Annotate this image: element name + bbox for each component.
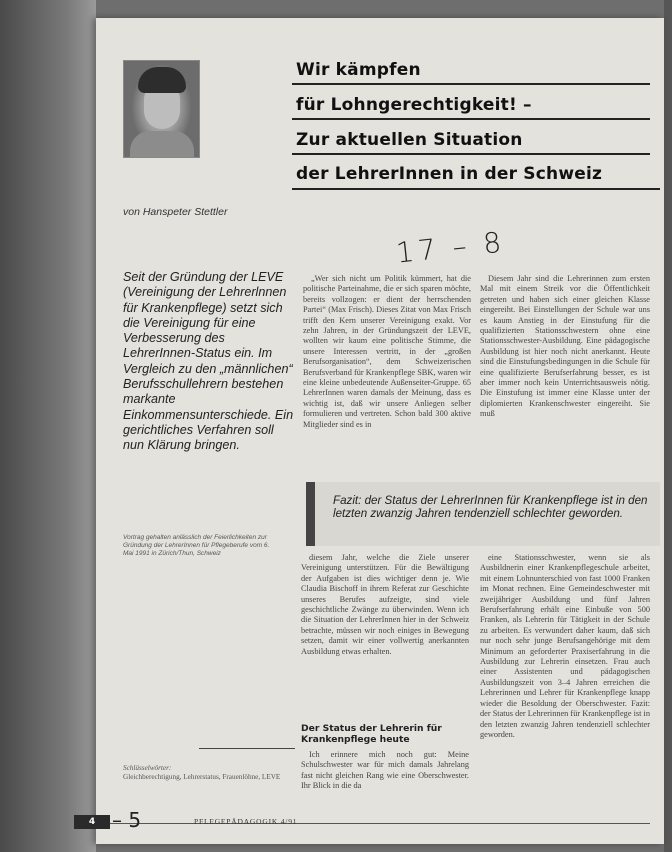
column-1-bottom-text: diesem Jahr, welche die Ziele unserer Vereinigung unterstützen. Für die Bewältigung der Aufgaben ist dies wichtiger denn je. Wie Claudia Bischoff in ihrem Referat zur Geschichte unseres Berufes aufzeigte, sind viele geschichtliche Zwänge zu überwinden. Wenn ich die Situation der LehrerInnen hier in der Schweiz betrachte, müssen wir noch einiges in Bewegung setzen, damit wir einer vollwertig anerkannten Ausbildung etwas erhalten. (301, 553, 469, 656)
column-1-bottom (301, 553, 469, 713)
pull-quote-text: Fazit: der Status der LehrerInnen für Krankenpflege ist in den letzten zwanzig Jahren tendenziell schlechter geworden. (333, 494, 648, 521)
headline-line-1: Wir kämpfen (296, 60, 421, 80)
scan-background-left (0, 0, 96, 852)
headline-rule (292, 118, 650, 120)
column-1-sub (301, 750, 469, 800)
handwritten-page-number: – 5 (112, 808, 142, 832)
headline-rule (292, 153, 650, 155)
handwritten-note: 17 – 8 (394, 225, 507, 270)
portrait-hair (138, 67, 186, 93)
portrait-shirt (130, 131, 194, 157)
footer-magazine-title: PFLEGEPÄDAGOGIK 4/91 (194, 817, 298, 826)
column-2-top-text: Diesem Jahr sind die Lehrerinnen zum ersten Mal mit einem Streik vor die Öffentlichkeit getreten und haben sich einer gleichen Klasse eingereiht. Bei Einstellungen der Schule war uns es kaum Anstieg in der Einstufung für die qualifizierten Stationsschwestern ohne eine Stationsschwester-Ausbildung. Eine pädagogische Ausbildung ist hier noch nicht anerkannt. Heute sind die Einstufungsbedingungen in die Schule für eine qualifizierte Berufserfahrung besser, es ist aber immer noch kein Unterrichtsausweis nötig. Die Einstufung ist immer eine Klasse unter der diplomierten Krankenschwester eingereiht. Sie muß (480, 274, 650, 419)
column-1-sub-text: Ich erinnere mich noch gut: Meine Schulschwester war für mich damals Jahrelang fast nicht gleichen Rang wie eine Oberschwester. Ihr Blick in die da (301, 750, 469, 791)
column-2-bottom (480, 553, 650, 801)
photo-caption: Vortrag gehalten anlässlich der Feierlichkeiten zur Gründung der LehrerInnen für Pflegeberufe vom 6. Mai 1991 in Zürich/Thun, Schweiz (123, 534, 270, 558)
column-1-top-text: „Wer sich nicht um Politik kümmert, hat die politische Parteinahme, die er sich sparen möchte, bereits vollzogen: er dient der herrschenden Partei“ (Max Frisch). Dieses Zitat von Max Frisch trifft den Kern unserer Vereinigung exakt. Vor zehn Jahren, in der Gründungszeit der LEVE, wollten wir kaum eine politische Stimme, die unsere Interessen vertritt, in der „großen Berufsorganisation“, dem Schweizerischen Berufsverband für Krankenpflege SBK, waren wir eine kleine unbedeutende Außenseiter-Gruppe. 65 LehrerInnen waren damals der Meinung, dass es wichtig ist, daß wir unsere Anliegen selber formulieren und vertreten. Schon bald 300 aktive Mitglieder sind es in (303, 274, 471, 429)
byline: von Hanspeter Stettler (123, 206, 228, 218)
headline-line-2: für Lohngerechtigkeit! – (296, 95, 532, 115)
section-subhead: Der Status der Lehrerin für Krankenpflege heute (301, 723, 442, 746)
pull-quote (306, 482, 660, 546)
magazine-page (96, 18, 664, 844)
footer-rule (102, 823, 650, 824)
column-2-bottom-text: eine Stationsschwester, wenn sie als Ausbildnerin einer Krankenpflegeschule arbeitet, mit einem Lohnunterschied von fast 1000 Franken im Monat rechnen. Eine Gemeindeschwester mit zweijähriger Ausbildung und fünf Jahren Berufserfahrung erhält eine Einbuße von 500 Franken, als Lehrerin für Tätigkeit in der Schule zu arbeiten. Es verwundert daher kaum, daß sich nur noch sehr junge Berufsangehörige mit dem Minimum an geforderter Praxiserfahrung in die Ausbildung zur Lehrerin einsetzen. Frau auch einer Assistenten und pädagogischen Ausbildungszeit von 3–4 Jahren erreichen die Lehrerinnen und Lehrer für Krankenpflege knapp wieder die Besoldung der Oberschwester. Fazit: der Status der Lehrerinnen für Krankenpflege ist in den letzten zwanzig Jahren tendenziell schlechter geworden. (480, 553, 650, 739)
scan-background-right (664, 0, 672, 852)
page-number-badge: 4 (74, 815, 110, 829)
intro-paragraph: Seit der Gründung der LEVE (Vereinigung der Lehrerlnnen für Krankenpflege) setzt sich die Vereinigung für eine Verbesserung des LehrerInnen-Status ein. Im Vergleich zu den „männlichen“ Berufsschullehrern bestehen markante Einkommensunterschiede. Ein gerichtliches Verfahren soll nun Klärung bringen. (123, 270, 294, 453)
headline-line-3: Zur aktuellen Situation (296, 130, 523, 150)
keywords-label: Schlüsselwörter: (123, 764, 172, 772)
column-2-top (480, 274, 650, 474)
headline-rule (292, 83, 650, 85)
keywords-text: Gleichberechtigung, Lehrerstatus, Frauenlöhne, LEVE (123, 772, 281, 781)
author-portrait (123, 60, 200, 158)
keywords-block (123, 764, 301, 782)
headline-rule (292, 188, 660, 190)
keywords-rule (199, 748, 295, 749)
column-1-top (303, 274, 471, 482)
headline-line-4: der LehrerInnen in der Schweiz (296, 164, 603, 184)
